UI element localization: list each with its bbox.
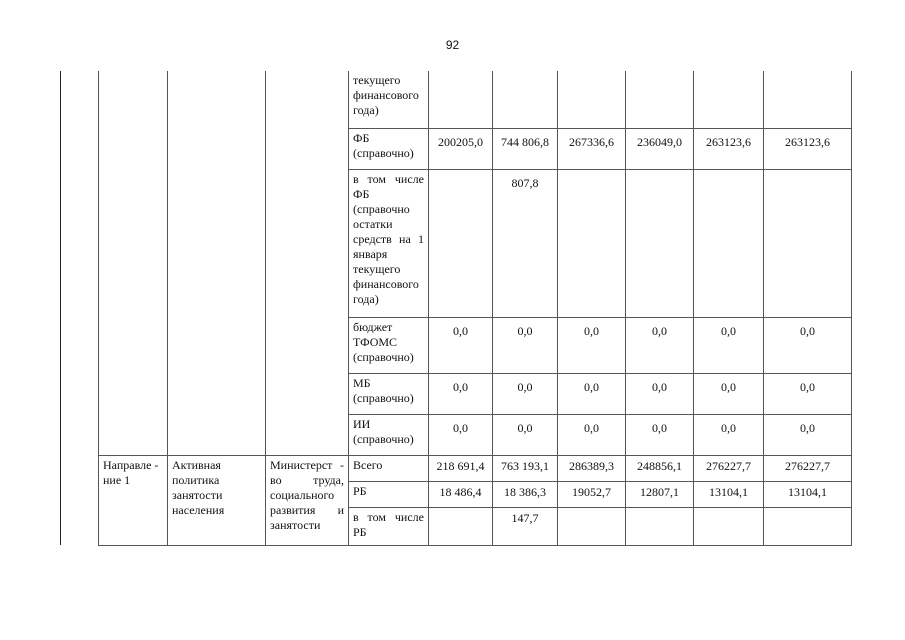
source-cell: текущего финансового года): [349, 71, 429, 128]
budget-table: [60, 71, 852, 546]
value-cell: [626, 169, 694, 317]
value-cell: [558, 169, 626, 317]
value-cell: [429, 507, 493, 545]
value-cell: 0,0: [694, 414, 764, 455]
executor-cell: [266, 71, 349, 455]
source-cell: ИИ (справочно): [349, 414, 429, 455]
value-cell: 236049,0: [626, 128, 694, 169]
value-cell: 0,0: [558, 317, 626, 373]
executor-cell: Министерст - во труда, социального развития и занятости: [266, 455, 349, 545]
value-cell: 13104,1: [694, 481, 764, 507]
value-cell: 0,0: [429, 414, 493, 455]
value-cell: 248856,1: [626, 455, 694, 481]
source-cell: ФБ (справочно): [349, 128, 429, 169]
value-cell: [558, 507, 626, 545]
value-cell: 807,8: [493, 169, 558, 317]
table-row: [61, 71, 852, 128]
title-cell: [168, 71, 266, 455]
value-cell: [694, 71, 764, 128]
value-cell: 200205,0: [429, 128, 493, 169]
value-cell: [694, 169, 764, 317]
value-cell: 0,0: [764, 317, 852, 373]
direction-title-cell: Активная политика занятости населения: [168, 455, 266, 545]
source-cell: МБ (справочно): [349, 373, 429, 414]
direction-name-cell: Направле - ние 1: [99, 455, 168, 545]
value-cell: [764, 71, 852, 128]
value-cell: 0,0: [429, 317, 493, 373]
page-number: 92: [445, 38, 460, 52]
value-cell: [493, 71, 558, 128]
value-cell: [694, 507, 764, 545]
source-cell: в том числе РБ: [349, 507, 429, 545]
value-cell: 0,0: [558, 414, 626, 455]
value-cell: 147,7: [493, 507, 558, 545]
source-cell: РБ: [349, 481, 429, 507]
value-cell: 0,0: [694, 317, 764, 373]
value-cell: [558, 71, 626, 128]
value-cell: 0,0: [626, 317, 694, 373]
value-cell: 0,0: [626, 373, 694, 414]
source-cell: в том числе ФБ (справочно остатки средств на 1 января текущего финансового года): [349, 169, 429, 317]
number-cell: [61, 455, 99, 545]
value-cell: 0,0: [764, 373, 852, 414]
value-cell: 0,0: [493, 414, 558, 455]
value-cell: 19052,7: [558, 481, 626, 507]
value-cell: [764, 507, 852, 545]
value-cell: 263123,6: [694, 128, 764, 169]
value-cell: 218 691,4: [429, 455, 493, 481]
value-cell: 0,0: [558, 373, 626, 414]
source-cell: бюджет ТФОМС (справочно): [349, 317, 429, 373]
value-cell: [626, 507, 694, 545]
value-cell: 0,0: [764, 414, 852, 455]
value-cell: 0,0: [694, 373, 764, 414]
value-cell: 18 386,3: [493, 481, 558, 507]
direction-cell: [99, 71, 168, 455]
number-cell: [61, 71, 99, 455]
source-cell: Всего: [349, 455, 429, 481]
value-cell: 18 486,4: [429, 481, 493, 507]
value-cell: 12807,1: [626, 481, 694, 507]
value-cell: [429, 169, 493, 317]
value-cell: 13104,1: [764, 481, 852, 507]
value-cell: [626, 71, 694, 128]
value-cell: 744 806,8: [493, 128, 558, 169]
value-cell: 267336,6: [558, 128, 626, 169]
value-cell: 276227,7: [694, 455, 764, 481]
table-row: [61, 455, 852, 481]
value-cell: 0,0: [429, 373, 493, 414]
value-cell: [429, 71, 493, 128]
value-cell: 263123,6: [764, 128, 852, 169]
value-cell: [764, 169, 852, 317]
value-cell: 0,0: [493, 373, 558, 414]
value-cell: 0,0: [493, 317, 558, 373]
value-cell: 763 193,1: [493, 455, 558, 481]
value-cell: 276227,7: [764, 455, 852, 481]
value-cell: 0,0: [626, 414, 694, 455]
value-cell: 286389,3: [558, 455, 626, 481]
